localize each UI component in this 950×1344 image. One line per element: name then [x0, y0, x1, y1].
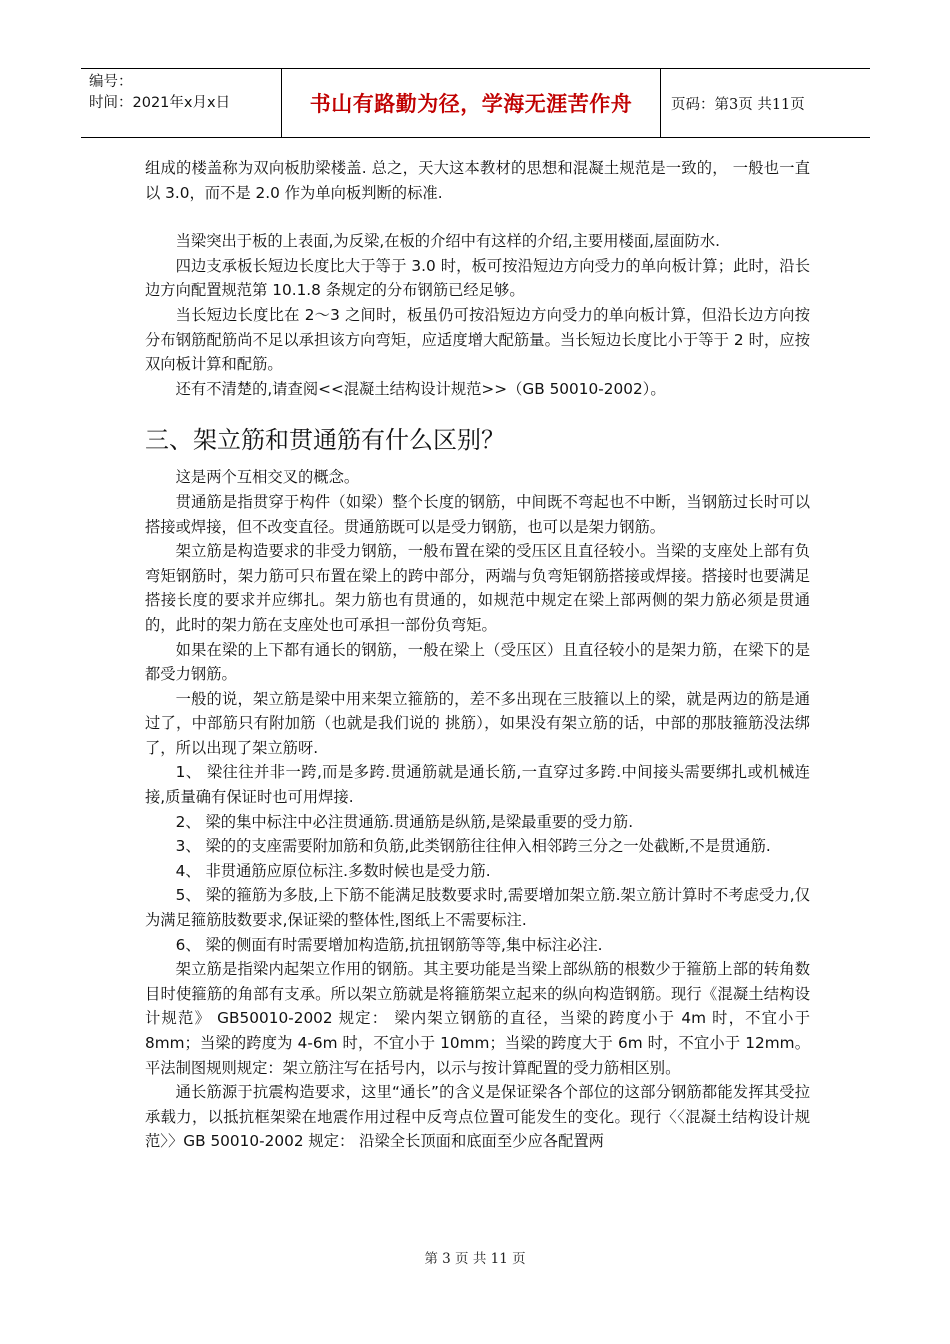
header-meta	[81, 69, 281, 137]
paragraph: 当长短边长度比在 2～3 之间时，板虽仍可按沿短边方向受力的单向板计算，但沿长边方向按分布钢筋配筋尚不足以承担该方向弯矩，应适度增大配筋量。当长短边长度比小于等于 2 时，应按双向板计算和配筋。	[145, 305, 810, 374]
section-heading: 三、架立筋和贯通筋有什么区别？	[145, 426, 505, 455]
list-item: 3、 梁的的支座需要附加筋和负筋,此类钢筋往往伸入相邻跨三分之一处截断,不是贯通筋.	[175, 837, 771, 856]
page-footer: 第 3 页 共 11 页	[424, 1251, 526, 1267]
paragraph: 架立筋是构造要求的非受力钢筋，一般布置在梁的受压区且直径较小。当梁的支座处上部有负弯矩钢筋时，架力筋可只布置在梁上的跨中部分，两端与负弯矩钢筋搭接或焊接。搭接时也要满足搭接长度的要求并应绑扎。架力筋也有贯通的，如规范中规定在梁上部两侧的架力筋必须是贯通的，此时的架力筋在支座处也可承担一部份负弯矩。	[145, 542, 810, 634]
list-item: 4、 非贯通筋应原位标注.多数时候也是受力筋.	[175, 861, 491, 880]
time-label: 时间：2021年x月x日	[89, 95, 231, 111]
paragraph: 通长筋源于抗震构造要求，这里“通长”的含义是保证梁各个部位的这部分钢筋都能发挥其受拉承载力，以抵抗框架梁在地震作用过程中反弯点位置可能发生的变化。现行〈〈混凝土结构设计规范〉〉GB 50010-2002 规定： 沿梁全长顶面和底面至少应各配置两	[145, 1083, 810, 1151]
paragraph: 架立筋是指梁内起架立作用的钢筋。其主要功能是当梁上部纵筋的根数少于箍筋上部的转角数目时使箍筋的角部有支承。所以架立筋就是将箍筋架立起来的纵向构造钢筋。现行《混凝土结构设计规范》 GB50010-2002 规定： 梁内架立钢筋的直径，当梁的跨度小于 4m 时，不宜小于 8mm；当梁的跨度为 4-6m 时，不宜小于 10mm；当梁的跨度大于 6m 时，不宜小于 12mm。平法制图规则规定：架立筋注写在括号内，以示与按计算配置的受力筋相区别。	[145, 960, 810, 1077]
list-item: 5、 梁的箍筋为多肢,上下筋不能满足肢数要求时,需要增加架立筋.架立筋计算时不考虑受力,仅为满足箍筋肢数要求,保证梁的整体性,图纸上不需要标注.	[145, 886, 810, 930]
paragraph: 四边支承板长短边长度比大于等于 3.0 时，板可按沿短边方向受力的单向板计算；此时，沿长边方向配置规范第 10.1.8 条规定的分布钢筋已经足够。	[145, 256, 810, 300]
paragraph: 这是两个互相交叉的概念。	[175, 468, 360, 487]
paragraph: 一般的说，架立筋是梁中用来架立箍筋的，差不多出现在三肢箍以上的梁，就是两边的筋是通过了，中部筋只有附加筋（也就是我们说的 挑筋），如果没有架立筋的话，中部的那肢箍筋没法绑了，所以出现了架立筋呀.	[145, 689, 810, 757]
paragraph-gap	[145, 205, 810, 229]
number-label: 编号：	[89, 74, 133, 90]
document-body	[145, 156, 810, 1154]
header-page-info	[661, 69, 870, 137]
page-info-text: 页码：第3页 共11页	[671, 96, 805, 113]
list-item: 1、 梁往往并非一跨,而是多跨.贯通筋就是通长筋,一直穿过多跨.中间接头需要绑扎或机械连接,质量确有保证时也可用焊接.	[145, 763, 810, 807]
list-item: 6、 梁的侧面有时需要增加构造筋,抗扭钢筋等等,集中标注必注.	[175, 935, 603, 954]
paragraph: 组成的楼盖称为双向板肋梁楼盖. 总之，天大这本教材的思想和混凝土规范是一致的， 一般也一直以 3.0，而不是 2.0 作为单向板判断的标准.	[145, 159, 810, 202]
list-item: 2、 梁的集中标注中必注贯通筋.贯通筋是纵筋,是梁最重要的受力筋.	[175, 812, 634, 831]
page-header	[81, 68, 870, 138]
paragraph: 贯通筋是指贯穿于构件（如梁）整个长度的钢筋，中间既不弯起也不中断，当钢筋过长时可以搭接或焊接，但不改变直径。贯通筋既可以是受力钢筋，也可以是架力钢筋。	[145, 492, 810, 536]
header-motto-cell	[281, 69, 661, 137]
paragraph: 如果在梁的上下都有通长的钢筋，一般在梁上（受压区）且直径较小的是架力筋，在梁下的是都受力钢筋。	[145, 640, 810, 684]
paragraph: 还有不清楚的,请查阅<<混凝土结构设计规范>>（GB 50010-2002）。	[175, 379, 666, 398]
motto-text: 书山有路勤为径，学海无涯苦作舟	[309, 91, 633, 116]
paragraph: 当梁突出于板的上表面,为反梁,在板的介绍中有这样的介绍,主要用楼面,屋面防水.	[175, 232, 721, 251]
